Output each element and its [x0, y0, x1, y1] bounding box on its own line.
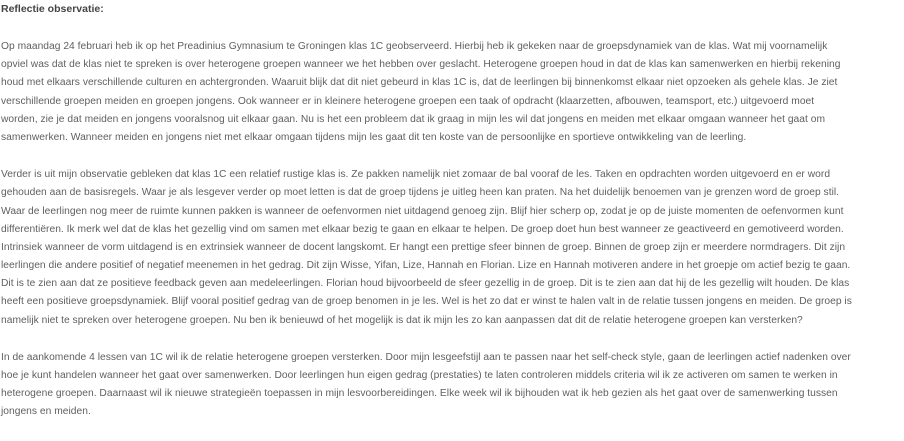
paragraph-line: Waar de leerlingen nog meer de ruimte kunnen pakken is wanneer de oefenvormen niet uitdagend genoeg zijn. Blijf hier scherp op, zodat je op de juiste momenten de oefenvormen kunt	[1, 205, 844, 217]
paragraph-line: opviel was dat de klas niet te spreken is over heterogene groepen wanneer we het hebben over geslacht. Heterogene groepen houd in dat de klas kan samenwerken en hierbij rekening	[1, 59, 841, 71]
paragraph-line: verschillende groepen meiden en groepen jongens. Ook wanneer er in kleinere heterogene groepen een taak of opdracht (klaarzetten, afbouwen, teamsport, etc.) uitgevoerd moet	[1, 95, 815, 107]
paragraph-line: Verder is uit mijn observatie gebleken dat klas 1C een relatief rustige klas is. Ze pakken namelijk niet zomaar de bal vooraf de les. Taken en opdrachten worden uitgevoerd en er word	[1, 169, 831, 181]
paragraph-2	[1, 166, 902, 330]
paragraph-line: namelijk niet te spreken over heterogene groepen. Nu ben ik benieuwd of het mogelijk is dat ik mijn les zo kan aanpassen dat dit de relatie heterogene groepen kan versterken?	[1, 314, 803, 326]
document	[1, 0, 902, 441]
paragraph-line: Dit is te zien aan dat ze positieve feedback geven aan medeleerlingen. Florian houd bijvoorbeeld de sfeer gezellig in de groep. Dit is te zien aan dat hij de les gezellig wilt houden. De klas	[1, 278, 850, 290]
paragraph-line: Op maandag 24 februari heb ik op het Preadinius Gymnasium te Groningen klas 1C geobserveerd. Hierbij heb ik gekeken naar de groepsdynamiek van de klas. Wat mij voornamelijk	[1, 41, 828, 52]
paragraph-line: samenwerken. Wanneer meiden en jongens niet met elkaar omgaan tijdens mijn les gaat dit ten koste van de persoonlijke en sportieve ontwikkeling van de leerling.	[1, 131, 747, 143]
paragraph-line: In de aankomende 4 lessen van 1C wil ik de relatie heterogene groepen versterken. Door mijn lesgeefstijl aan te passen naar het self-check style, gaan de leerlingen actief nadenken over	[1, 351, 851, 363]
paragraph-line: heterogene groepen. Daarnaast wil ik nieuwe strategieën toepassen in mijn lesvoorbereidingen. Elke week wil ik bijhouden wat ik heb gezien als het gaat over de samenwerking tussen	[1, 388, 838, 400]
paragraph-1	[1, 38, 902, 147]
paragraph-line: houd met elkaars verschillende culturen en achtergronden. Waaruit blijk dat dit niet gebeurd in klas 1C is, dat de leerlingen bij binnenkomst elkaar niet opzoeken als gehele klas. Je ziet	[1, 77, 838, 89]
paragraph-3	[1, 349, 902, 422]
paragraph-line: Intrinsiek wanneer de vorm uitdagend is en extrinsiek wanneer de docent langskomt. Er hangt een prettige sfeer binnen de groep. Binnen de groep zijn er meerdere normdragers. Dit zijn	[1, 241, 846, 253]
document-title: Reflectie observatie:	[1, 3, 104, 15]
paragraph-line: worden, zie je dat meiden en jongens vooralsnog uit elkaar gaan. Nu is het een probleem dat ik graag in mijn les wil dat jongens en meiden met elkaar omgaan wanneer het gaat om	[1, 113, 826, 125]
paragraph-line: jongens en meiden.	[1, 406, 91, 418]
paragraph-line: gehouden aan de basisregels. Waar je als lesgever verder op moet letten is dat de groep tijdens je uitleg heen kan praten. Na het duidelijk benoemen van je grenzen word de groep stil.	[1, 187, 840, 199]
paragraph-line: leerlingen die andere positief of negatief meenemen in het gedrag. Dit zijn Wisse, Yifan, Lize, Hannah en Florian. Lize en Hannah motiveren andere in het groepje om actief bezig te gaan.	[1, 260, 851, 272]
paragraph-line: differentiëren. Ik merk wel dat de klas het gezellig vind om samen met elkaar bezig te gaan en elkaar te helpen. De groep doet hun best wanneer ze geactiveerd en gemotiveerd worden.	[1, 223, 844, 235]
paragraph-line: hoe je kunt handelen wanneer het gaat over samenwerken. Door leerlingen hun eigen gedrag (prestaties) te laten controleren middels criteria wil ik ze activeren om samen te werken in	[1, 370, 838, 381]
paragraph-line: heeft een positieve groepsdynamiek. Blijf vooral positief gedrag van de groep benomen in je les. Wel is het zo dat er winst te halen valt in de relatie tussen jongens en meiden. De groep is	[1, 296, 852, 308]
